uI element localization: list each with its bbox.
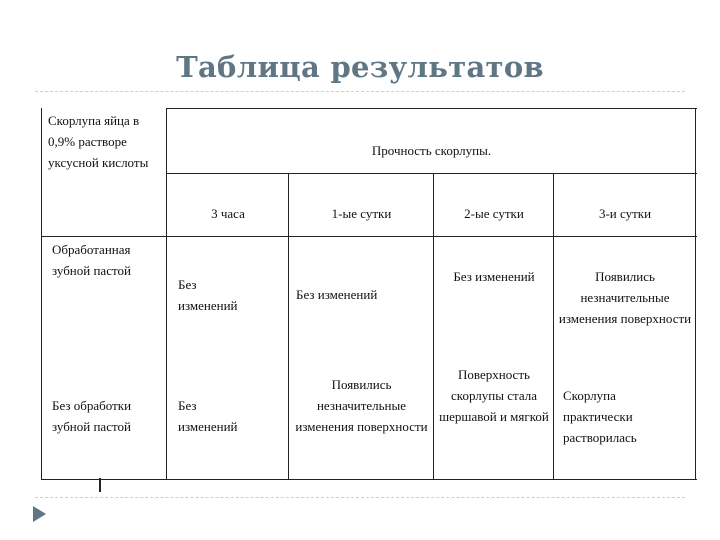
column-header-3h: 3 часа xyxy=(211,206,245,221)
table-divider-group xyxy=(166,173,697,174)
table-cell: Появились незначительные изменения поверхности xyxy=(295,377,428,434)
table-border-left xyxy=(41,108,42,480)
table-border-top xyxy=(166,108,697,109)
group-header: Прочность скорлупы. xyxy=(371,143,492,158)
play-arrow-shape xyxy=(33,506,46,522)
corner-header: Скорлупа яйца в 0,9% растворе уксусной кислоты xyxy=(48,113,149,170)
table-divider-col2 xyxy=(433,173,434,480)
table-cell: Без изменений xyxy=(178,277,238,313)
column-header-day2: 2-ые сутки xyxy=(464,206,524,221)
table-cell: Без изменений xyxy=(296,287,378,302)
table-divider-col0 xyxy=(166,108,167,480)
row-label-treated: Обработанная зубной пастой xyxy=(52,242,131,278)
table-divider-header xyxy=(41,236,697,237)
table-cell: Без изменений xyxy=(178,398,238,434)
table-divider-col1 xyxy=(288,173,289,480)
footer-divider xyxy=(35,497,685,498)
title-divider xyxy=(35,91,685,92)
table-cell: Появились незначительные изменения поверхности xyxy=(558,269,692,326)
table-border-right xyxy=(695,108,696,480)
page-title: Таблица результатов xyxy=(176,50,544,84)
table-border-bottom xyxy=(41,479,697,480)
table-cell: Поверхность скорлупы стала шершавой и мягкой xyxy=(439,367,549,424)
table-tick-mark xyxy=(99,478,101,492)
play-arrow-icon[interactable] xyxy=(30,504,50,524)
column-header-day3: 3-и сутки xyxy=(598,206,652,221)
table-divider-col3 xyxy=(553,173,554,480)
table-cell: Без изменений xyxy=(453,269,535,284)
row-label-untreated: Без обработки зубной пастой xyxy=(52,398,132,434)
column-header-day1: 1-ые сутки xyxy=(331,206,392,221)
table-cell: Скорлупа практически растворилась xyxy=(563,388,637,445)
